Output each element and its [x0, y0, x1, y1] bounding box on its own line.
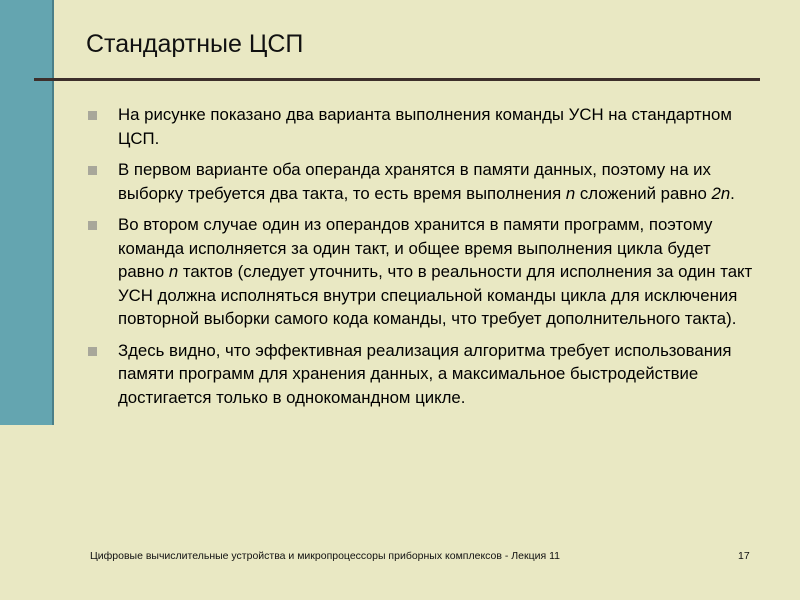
square-bullet-icon — [88, 347, 97, 356]
accent-bar-edge — [52, 0, 54, 425]
bullet-text: На рисунке показано два варианта выполнения команды УСН на стандартном ЦСП. — [118, 105, 732, 148]
slide-footer: Цифровые вычислительные устройства и микропроцессоры приборных комплексов - Лекция 11 — [90, 550, 560, 562]
square-bullet-icon — [88, 221, 97, 230]
bullet-item — [88, 103, 758, 150]
title-divider — [34, 78, 760, 81]
bullet-text: 2n — [711, 183, 731, 203]
bullet-list — [88, 103, 758, 417]
bullet-text: В первом варианте оба операнда хранятся в памяти данных, поэтому на их выборку требуется два такта, то есть время выполнения — [118, 160, 711, 203]
bullet-item — [88, 213, 758, 331]
bullet-text: сложений равно — [575, 183, 712, 203]
bullet-item — [88, 339, 758, 410]
bullet-text: тактов (следует уточнить, что в реальности для исполнения за один такт УСН должна исполняться внутри специальной команды цикла для исключения повторной выборки самого кода команды, что требует дополнительного такта). — [118, 262, 753, 328]
square-bullet-icon — [88, 166, 97, 175]
square-bullet-icon — [88, 111, 97, 120]
bullet-item — [88, 158, 758, 205]
bullet-text: Во втором случае один из операндов хранится в памяти программ, поэтому команда исполняется за один такт, и общее время выполнения цикла будет равно — [118, 215, 713, 281]
accent-bar — [0, 0, 52, 425]
bullet-text: Здесь видно, что эффективная реализация алгоритма требует использования памяти программ для хранения данных, а максимальное быстродействие достигается только в однокомандном цикле. — [118, 340, 732, 407]
bullet-text: . — [730, 183, 735, 203]
slide-title: Стандартные ЦСП — [86, 30, 304, 58]
bullet-text: n — [168, 262, 179, 281]
bullet-text: n — [565, 183, 576, 203]
page-number: 17 — [738, 550, 750, 562]
